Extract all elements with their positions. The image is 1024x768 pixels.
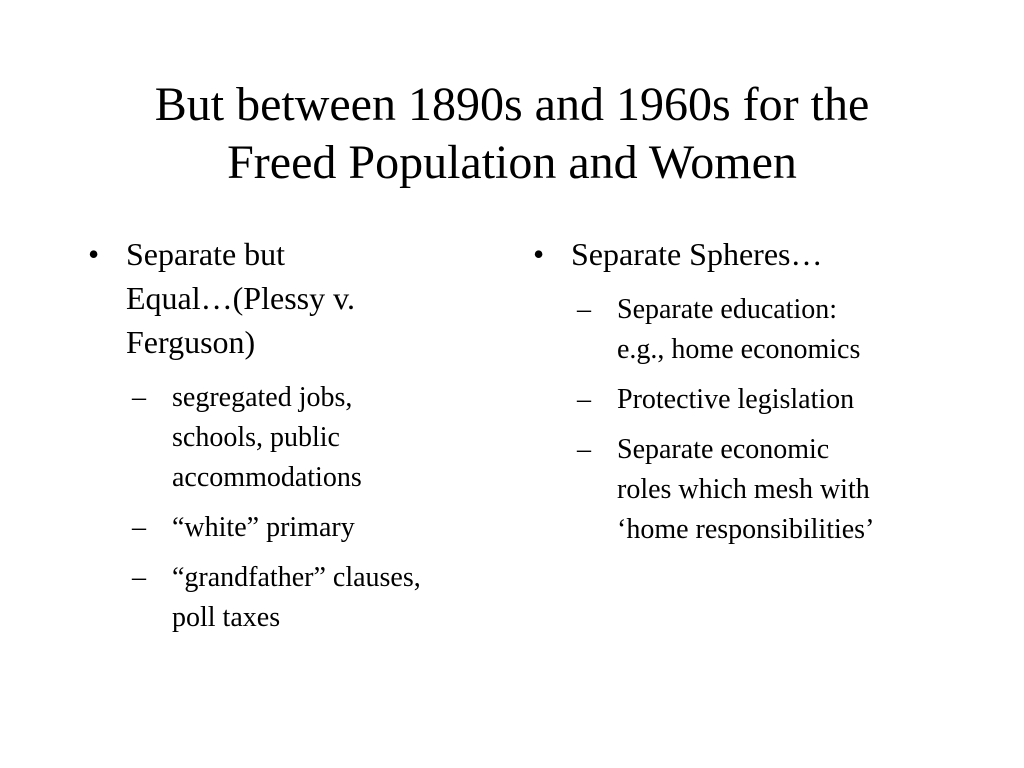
sub-bullet-text	[172, 508, 486, 548]
bullet-separate-but-equal	[86, 232, 486, 364]
sub-bullet-segregated	[132, 378, 486, 498]
sub-bullet-list	[531, 290, 971, 550]
sub-bullet-line: Protective legislation	[617, 384, 855, 415]
dash-marker: –	[577, 294, 591, 325]
sub-bullet-text	[617, 430, 971, 550]
sub-bullet-line: e.g., home economics	[617, 334, 861, 365]
sub-bullet-line: segregated jobs,	[172, 382, 353, 413]
dash-marker: –	[132, 382, 146, 413]
bullet-text-line: Separate Spheres…	[571, 236, 823, 272]
sub-bullet-protective-legislation	[577, 380, 971, 420]
dash-marker: –	[577, 434, 591, 465]
sub-bullet-list	[86, 378, 486, 638]
sub-bullet-line: schools, public	[172, 422, 340, 453]
sub-bullet-line: Separate economic	[617, 434, 830, 465]
bullet-text	[126, 232, 486, 364]
bullet-text-line: Equal…(Plessy v.	[126, 280, 356, 316]
sub-bullet-line: “white” primary	[172, 512, 355, 543]
bullet-marker: •	[533, 236, 545, 272]
sub-bullet-line: “grandfather” clauses,	[172, 562, 421, 593]
sub-bullet-white-primary	[132, 508, 486, 548]
sub-bullet-text	[172, 378, 486, 498]
slide-title	[60, 76, 964, 192]
sub-bullet-separate-education	[577, 290, 971, 370]
sub-bullet-line: accommodations	[172, 462, 362, 493]
title-line-1: But between 1890s and 1960s for the	[154, 78, 870, 131]
bullet-text	[571, 232, 971, 276]
sub-bullet-line: ‘home responsibilities’	[617, 514, 875, 545]
dash-marker: –	[577, 384, 591, 415]
right-column	[531, 232, 971, 560]
sub-bullet-grandfather	[132, 558, 486, 638]
sub-bullet-economic-roles	[577, 430, 971, 550]
sub-bullet-line: Separate education:	[617, 294, 838, 325]
dash-marker: –	[132, 562, 146, 593]
bullet-marker: •	[88, 236, 100, 272]
sub-bullet-line: roles which mesh with	[617, 474, 870, 505]
dash-marker: –	[132, 512, 146, 543]
sub-bullet-text	[617, 290, 971, 370]
bullet-text-line: Separate but	[126, 236, 286, 272]
bullet-text-line: Ferguson)	[126, 324, 256, 360]
bullet-separate-spheres	[531, 232, 971, 276]
sub-bullet-text	[617, 380, 971, 420]
sub-bullet-line: poll taxes	[172, 602, 281, 633]
left-column	[86, 232, 486, 648]
title-line-2: Freed Population and Women	[227, 136, 797, 189]
sub-bullet-text	[172, 558, 486, 638]
